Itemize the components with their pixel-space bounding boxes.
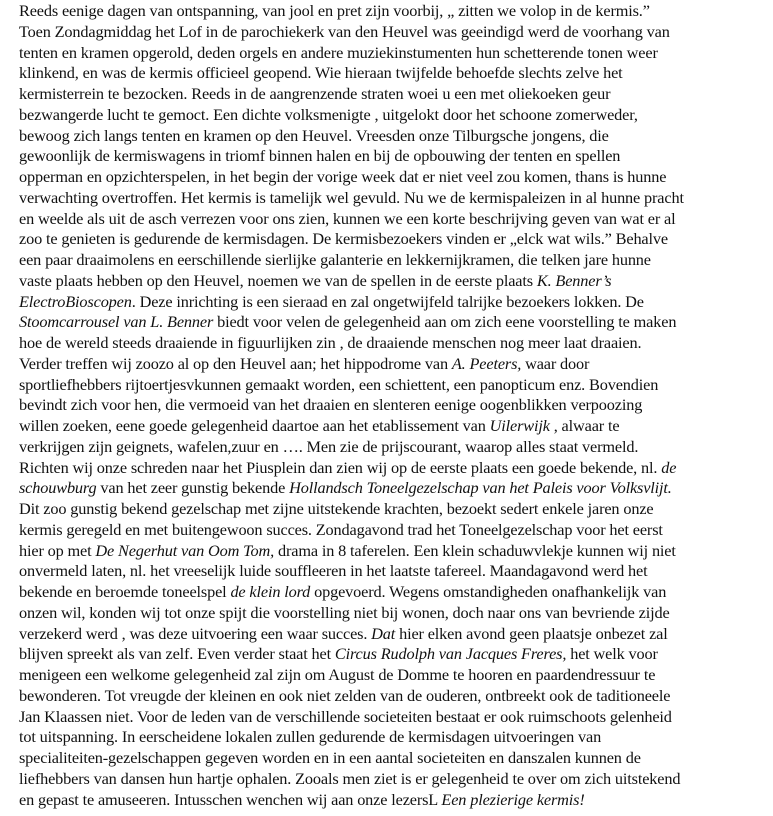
text-line [19, 229, 771, 250]
text-segment: van het zeer gunstig bekende [96, 478, 290, 498]
text-segment: tenten en kramen opgerold, deden orgels en andere muziekinstumenten hun schetterende tonen weer [19, 42, 658, 62]
text-line [19, 354, 771, 375]
text-line [19, 520, 771, 541]
text-line [19, 250, 771, 271]
text-segment: tot uitspanning. In eerscheidene lokalen zullen gedurende de kermisdagen uitvoeringen van [19, 727, 602, 747]
text-line [19, 22, 771, 43]
italic-text-segment: ElectroBioscopen [19, 291, 132, 311]
text-line [19, 624, 771, 645]
text-segment: , alwaar te [549, 416, 620, 435]
text-line [19, 209, 771, 230]
text-line [19, 458, 771, 479]
text-line [19, 188, 771, 209]
text-segment: opperman en opzichterspelen, in het begin der vorige week dat er niet veel zou komen, thans is hunne [19, 167, 667, 186]
italic-text-segment: Circus Rudolph van Jacques Freres, [334, 644, 567, 664]
text-segment: een paar draaimolens en eerschillende sierlijke galanterie en lekkernijkramen, die telken jare hunne [19, 250, 651, 269]
text-line [19, 63, 771, 84]
text-segment: blijven spreekt als van zelf. Even verder staat het [19, 644, 335, 664]
text-line [19, 437, 771, 458]
text-line [19, 478, 771, 499]
italic-text-segment: Dat [371, 623, 396, 643]
text-segment: . Deze inrichting is een sieraad en zal ongetwijfeld talrijke bezoekers lokken. De [131, 291, 644, 311]
italic-text-segment: Een plezierige kermis! [441, 789, 585, 809]
text-line [19, 790, 771, 811]
text-line [19, 1, 771, 22]
text-line [19, 499, 771, 520]
text-segment: liefhebbers van dansen hun hartje ophalen. Zooals men ziet is er gelegenheid te over om zich uitstekend [19, 768, 681, 788]
text-line [19, 686, 771, 707]
italic-text-segment: De Negerhut van Oom Tom, [95, 540, 275, 560]
text-segment: menigeen een welkome gelegenheid zal zijn om August de Domme te hooren en paardendressuur te [19, 665, 656, 684]
text-line [19, 665, 771, 686]
text-segment: kermisterrein te bezocken. Reeds in de aangrenzende straten woei u een met oliekoeken geur [19, 84, 611, 103]
text-segment: willen zoeken, eene goede gelegenheid daartoe aan het etablissement van [19, 416, 490, 435]
italic-text-segment: de klein lord [230, 582, 311, 601]
text-segment: Dit zoo gunstig bekend gezelschap met zijne uitstekende krachten, bezoekt sedert enkele jaren onze [19, 499, 654, 518]
text-line [19, 126, 771, 147]
text-line [19, 43, 771, 64]
text-line [19, 105, 771, 126]
text-line [19, 84, 771, 105]
text-segment: hier op met [19, 540, 96, 560]
text-line [19, 644, 771, 665]
text-segment: Reeds eenige dagen van ontspanning, van jool en pret zijn voorbij, „ zitten we volop in de kermis.” [19, 1, 650, 20]
text-segment: klinkend, en was de kermis officieel geopend. Wie hieraan twijfelde behoefde slechts zelve het [19, 63, 623, 83]
italic-text-segment: K. Benner’s [536, 270, 612, 290]
text-segment: verkrijgen zijn geignets, wafelen,zuur en …. Men zie de prijscourant, waarop alles staat vermeld. [19, 436, 639, 456]
text-segment: onvermeld laten, nl. het vreeselijk luide souffleeren in het laatste tafereel. Maandagavond werd het [19, 561, 648, 581]
text-line [19, 375, 771, 396]
text-line [19, 312, 771, 333]
text-segment: en weelde als uit de asch verrezen voor ons zien, kunnen we een korte beschrijving geven van wat er al [19, 208, 676, 228]
text-segment: zoo te genieten is gedurende de kermisdagen. De kermisbezoekers vinden er „elck wat wils.” Behalve [19, 229, 668, 249]
text-segment: waar door [521, 353, 590, 373]
text-segment: drama in 8 taferelen. Een klein schaduwvlekje kunnen wij niet [274, 540, 676, 560]
text-segment: specialiteiten-gezelschappen gegeven worden en in een aantal societeiten en danszalen kunnen de [19, 748, 641, 767]
text-segment: hoe de wereld steeds draaiende in figuurlijken zin , de draaiende menschen nog meer laat draaien. [19, 333, 642, 352]
text-line [19, 769, 771, 790]
text-line [19, 146, 771, 167]
text-segment: Richten wij onze schreden naar het Piusplein dan zien wij op de eerste plaats een goede bekende, nl. [19, 457, 662, 477]
italic-text-segment: Hollandsch Toneelgezelschap van het Paleis voor Volksvlijt. [289, 478, 672, 498]
text-line [19, 167, 771, 188]
text-segment: verwachting overtroffen. Het kermis is tamelijk wel gevuld. Nu we de kermispaleizen in al hunne pracht [19, 187, 684, 207]
text-line [19, 707, 771, 728]
text-segment: biedt voor velen de gelegenheid aan om zich eene voorstelling te maken [213, 312, 677, 332]
text-segment: kermis geregeld en met buitengewoon succes. Zondagavond trad het Toneelgezelschap voor het eerst [19, 519, 663, 539]
text-line [19, 292, 771, 313]
text-line [19, 541, 771, 562]
text-line [19, 748, 771, 769]
text-line [19, 333, 771, 354]
text-segment: sportliefhebbers rijtoertjesvkunnen gemaakt worden, een schiettent, een panopticum enz. Bovendien [19, 374, 659, 394]
text-segment: bevindt zich voor hen, die vermoeid van het draaien en slenteren eenige oogenblikken verpoozing [19, 395, 643, 415]
text-line [19, 561, 771, 582]
italic-text-segment: de [661, 457, 677, 477]
text-segment: opgevoerd. Wegens omstandigheden onafhankelijk van [310, 582, 667, 601]
text-line [19, 271, 771, 292]
text-line [19, 416, 771, 437]
text-segment: bewonderen. Tot vreugde der kleinen en ook niet zelden van de ouderen, ontbreekt ook de taditioneele [19, 685, 671, 705]
text-segment: hier elken avond geen plaatsje onbezet zal [395, 623, 668, 643]
text-segment: vaste plaats hebben op den Heuvel, noemen we van de spellen in de eerste plaats [19, 270, 537, 290]
article-text [19, 1, 771, 810]
text-line [19, 395, 771, 416]
italic-text-segment: A. Peeters, [451, 353, 522, 373]
text-line [19, 603, 771, 624]
text-line [19, 582, 771, 603]
text-segment: onzen wil, konden wij tot onze spijt die voorstelling niet bij wonen, doch naar ons van bevriende zijde [19, 602, 670, 622]
text-segment: Jan Klaassen niet. Voor de leden van de verschillende societeiten bestaat er ook ruimschoots gelenheid [19, 706, 672, 726]
text-segment: Verder treffen wij zoozo al op den Heuvel aan; het hippodrome van [19, 353, 452, 373]
italic-text-segment: Uilerwijk [489, 416, 550, 435]
italic-text-segment: Stoomcarrousel van L. Benner [19, 312, 214, 332]
text-line [19, 727, 771, 748]
text-segment: en gepast te amuseeren. Intusschen wenchen wij aan onze lezersL [19, 789, 442, 809]
text-segment: Toen Zondagmiddag het Lof in de parochiekerk van den Heuvel was geeindigd werd de voorhang van [19, 21, 670, 41]
text-segment: bekende en beroemde toneelspel [19, 582, 231, 601]
text-segment: verzekerd werd , was deze uitvoering een waar succes. [19, 623, 372, 643]
text-segment: gewoonlijk de kermiswagens in triomf binnen halen en bij de opbouwing der tenten en spellen [19, 146, 621, 166]
text-segment: bewoog zich langs tenten en kramen op den Heuvel. Vreesden onze Tilburgsche jongens, die [19, 125, 609, 145]
text-segment: bezwangerde lucht te gemoct. Een dichte volksmenigte , uitgelokt door het schoone zomerweder, [19, 104, 638, 124]
italic-text-segment: schouwburg [19, 478, 97, 498]
text-segment: het welk voor [566, 644, 658, 664]
